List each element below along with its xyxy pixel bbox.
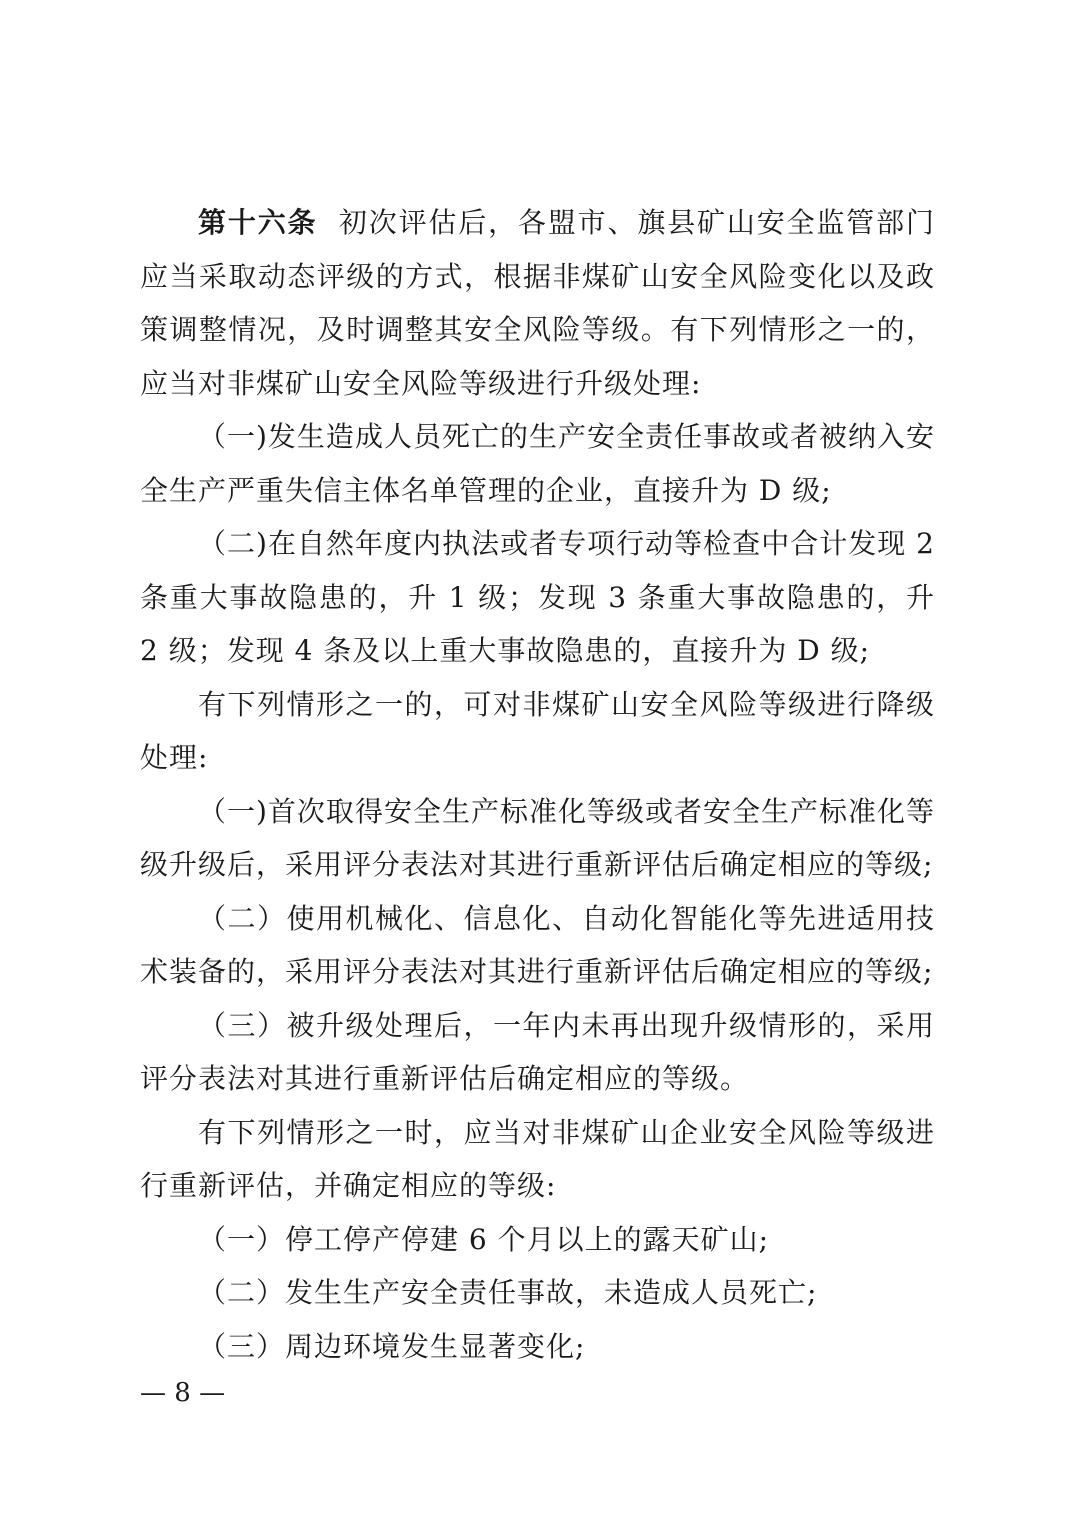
page-number: — 8 — (140, 1378, 226, 1408)
reassess-intro: 有下列情形之一时，应当对非煤矿山企业安全风险等级进行重新评估，并确定相应的等级: (140, 1115, 935, 1202)
upgrade-item: （二)在自然年度内执法或者专项行动等检查中合计发现 2 条重大事故隐患的，升 1 级；发现 3 条重大事故隐患的，升 2 级；发现 4 条及以上重大事故隐患的，直接升为 D 级; (140, 527, 935, 667)
downgrade-intro: 有下列情形之一的，可对非煤矿山安全风险等级进行降级处理: (140, 687, 935, 774)
downgrade-item: （三）被升级处理后，一年内未再出现升级情形的，采用评分表法对其进行重新评估后确定相应的等级。 (140, 1008, 935, 1095)
article-intro: 初次评估后，各盟市、旗县矿山安全监管部门应当采取动态评级的方式，根据非煤矿山安全风险变化以及政策调整情况，及时调整其安全风险等级。有下列情形之一的，应当对非煤矿山安全风险等级进行升级处理: (140, 206, 935, 400)
downgrade-item: （一)首次取得安全生产标准化等级或者安全生产标准化等级升级后，采用评分表法对其进行重新评估后确定相应的等级; (140, 794, 935, 881)
article-number: 第十六条 (198, 206, 318, 239)
document-body (140, 196, 935, 1373)
downgrade-item: （二）使用机械化、信息化、自动化智能化等先进适用技术装备的，采用评分表法对其进行重新评估后确定相应的等级; (140, 901, 935, 988)
reassess-item: （二）发生生产安全责任事故，未造成人员死亡; (198, 1276, 818, 1309)
article-paragraph (140, 196, 935, 410)
reassess-item: （三）周边环境发生显著变化; (198, 1329, 586, 1363)
reassess-item: （一）停工停产停建 6 个月以上的露天矿山; (198, 1222, 770, 1256)
upgrade-item: （一)发生造成人员死亡的生产安全责任事故或者被纳入安全生产严重失信主体名单管理的企业，直接升为 D 级; (140, 420, 935, 507)
